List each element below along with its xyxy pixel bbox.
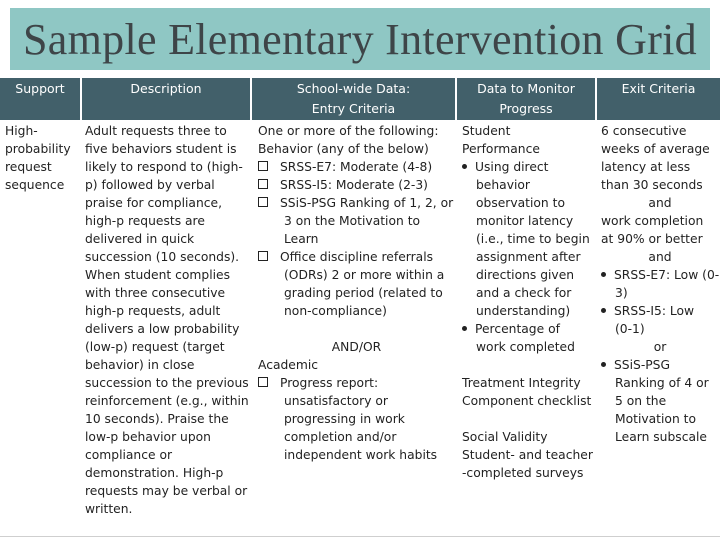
- support-text: probability: [5, 142, 71, 156]
- description-text: succession (10 seconds).: [85, 250, 240, 264]
- entry-item-text: Progress report:: [280, 376, 379, 390]
- description-text: written.: [85, 502, 133, 516]
- table-header: [0, 78, 720, 120]
- page-title: Sample Elementary Intervention Grid: [23, 14, 697, 64]
- monitor-text: directions given: [476, 268, 575, 282]
- entry-criteria-cell: [258, 122, 455, 464]
- entry-checkbox-item: [258, 194, 455, 212]
- entry-checkbox-item: [258, 248, 455, 266]
- exit-text: Motivation to: [615, 412, 696, 426]
- exit-text: 6 consecutive: [601, 124, 687, 138]
- monitor-text: understanding): [476, 304, 571, 318]
- exit-bullet-item: [601, 302, 719, 320]
- support-text: request: [5, 160, 52, 174]
- description-text: 10 seconds). Praise the: [85, 412, 229, 426]
- checkbox-icon: [258, 179, 268, 189]
- exit-text: 5 on the: [615, 394, 667, 408]
- monitor-bullet-item: [462, 158, 595, 176]
- bullet-icon: [601, 272, 606, 277]
- support-text: sequence: [5, 178, 65, 192]
- entry-item-text: grading period (related to: [284, 286, 443, 300]
- exit-text: at 90% or better: [601, 232, 703, 246]
- entry-item-text: SRSS-E7: Moderate (4-8): [280, 160, 433, 174]
- header-description: [82, 78, 250, 121]
- monitor-text: Student: [462, 124, 511, 138]
- entry-item-text: independent work habits: [284, 448, 438, 462]
- entry-text: Behavior (any of the below): [258, 142, 429, 156]
- monitor-text: Percentage of: [475, 322, 560, 336]
- description-text: delivered in quick: [85, 232, 195, 246]
- header-monitor-line1: Data to Monitor: [477, 81, 575, 96]
- header-monitor-line2: Progress: [499, 101, 553, 116]
- exit-text: Learn subscale: [615, 430, 707, 444]
- exit-text: 3): [615, 286, 628, 300]
- entry-andor: AND/OR: [331, 340, 382, 354]
- support-text: High-: [5, 124, 38, 138]
- monitor-text: monitor latency: [476, 214, 574, 228]
- monitor-text: Component checklist: [462, 394, 592, 408]
- entry-item-text: completion and/or: [284, 430, 397, 444]
- description-text: five behaviors student is: [85, 142, 237, 156]
- description-text: praise for compliance,: [85, 196, 222, 210]
- spacer: [462, 356, 595, 374]
- monitor-text: Performance: [462, 142, 540, 156]
- description-text: Adult requests three to: [85, 124, 227, 138]
- entry-item-text: 3 on the Motivation to: [284, 214, 421, 228]
- entry-item-text: (ODRs) 2 or more within a: [284, 268, 445, 282]
- header-monitor-progress: [457, 78, 595, 121]
- description-text: high-p requests are: [85, 214, 205, 228]
- exit-text: and: [648, 250, 672, 264]
- bullet-icon: [601, 308, 606, 313]
- monitor-text: (i.e., time to begin: [476, 232, 590, 246]
- monitor-text: observation to: [476, 196, 565, 210]
- checkbox-icon: [258, 251, 268, 261]
- header-support: [0, 78, 80, 121]
- exit-text: (0-1): [615, 322, 645, 336]
- exit-text: work completion: [601, 214, 704, 228]
- description-cell: [85, 122, 250, 518]
- description-text: succession to the previous: [85, 376, 249, 390]
- monitor-text: -completed surveys: [462, 466, 584, 480]
- exit-text: SRSS-E7: Low (0-: [614, 268, 720, 282]
- monitor-text: work completed: [476, 340, 575, 354]
- exit-bullet-item: [601, 356, 719, 374]
- exit-text: Ranking of 4 or: [615, 376, 709, 390]
- description-text: p) followed by verbal: [85, 178, 215, 192]
- checkbox-icon: [258, 197, 268, 207]
- description-text: with three consecutive: [85, 286, 226, 300]
- entry-checkbox-item: [258, 176, 455, 194]
- checkbox-icon: [258, 161, 268, 171]
- exit-text: latency at less: [601, 160, 691, 174]
- description-text: likely to respond to (high-: [85, 160, 243, 174]
- header-exit-label: Exit Criteria: [621, 81, 696, 96]
- entry-item-text: Learn: [284, 232, 319, 246]
- bullet-icon: [462, 164, 467, 169]
- entry-checkbox-item: [258, 374, 455, 392]
- exit-text: than 30 seconds: [601, 178, 703, 192]
- header-entry-criteria: [252, 78, 455, 121]
- description-text: demonstration. High-p: [85, 466, 224, 480]
- header-entry-line1: School-wide Data:: [296, 81, 411, 96]
- description-text: requests may be verbal or: [85, 484, 248, 498]
- exit-text: weeks of average: [601, 142, 710, 156]
- exit-text: SRSS-I5: Low: [614, 304, 695, 318]
- header-entry-line2: Entry Criteria: [311, 101, 396, 116]
- entry-item-text: SRSS-I5: Moderate (2-3): [280, 178, 428, 192]
- description-text: When student complies: [85, 268, 231, 282]
- monitor-text: Treatment Integrity: [462, 376, 581, 390]
- exit-text: SSiS-PSG: [614, 358, 671, 372]
- monitor-text: and a check for: [476, 286, 572, 300]
- exit-or: or: [653, 340, 667, 354]
- checkbox-icon: [258, 377, 268, 387]
- entry-item-text: unsatisfactory or: [284, 394, 388, 408]
- monitor-text: Student- and teacher: [462, 448, 593, 462]
- header-description-label: Description: [130, 81, 202, 96]
- description-text: (low-p) request (target: [85, 340, 225, 354]
- header-support-label: Support: [15, 81, 65, 96]
- exit-text: and: [648, 196, 672, 210]
- bullet-icon: [601, 362, 606, 367]
- entry-item-text: SSiS-PSG Ranking of 1, 2, or: [280, 196, 454, 210]
- monitor-text: Using direct: [475, 160, 549, 174]
- spacer: [462, 410, 595, 428]
- monitor-text: assignment after: [476, 250, 581, 264]
- entry-item-text: Office discipline referrals: [280, 250, 434, 264]
- monitor-progress-cell: [462, 122, 595, 482]
- spacer: [258, 320, 455, 338]
- description-text: delivers a low probability: [85, 322, 240, 336]
- header-exit-criteria: [597, 78, 720, 121]
- monitor-bullet-item: [462, 320, 595, 338]
- entry-item-text: progressing in work: [284, 412, 405, 426]
- support-cell: [5, 122, 80, 194]
- bullet-icon: [462, 326, 467, 331]
- description-text: behavior) in close: [85, 358, 195, 372]
- entry-checkbox-item: [258, 158, 455, 176]
- entry-item-text: non-compliance): [284, 304, 387, 318]
- exit-bullet-item: [601, 266, 719, 284]
- description-text: reinforcement (e.g., within: [85, 394, 249, 408]
- description-text: high-p requests, adult: [85, 304, 221, 318]
- bottom-rule: [0, 536, 720, 537]
- description-text: low-p behavior upon: [85, 430, 211, 444]
- entry-text: One or more of the following:: [258, 124, 439, 138]
- title-bar: [10, 8, 710, 70]
- exit-criteria-cell: [601, 122, 719, 446]
- entry-academic-label: Academic: [258, 358, 319, 372]
- monitor-text: Social Validity: [462, 430, 548, 444]
- monitor-text: behavior: [476, 178, 530, 192]
- description-text: compliance or: [85, 448, 173, 462]
